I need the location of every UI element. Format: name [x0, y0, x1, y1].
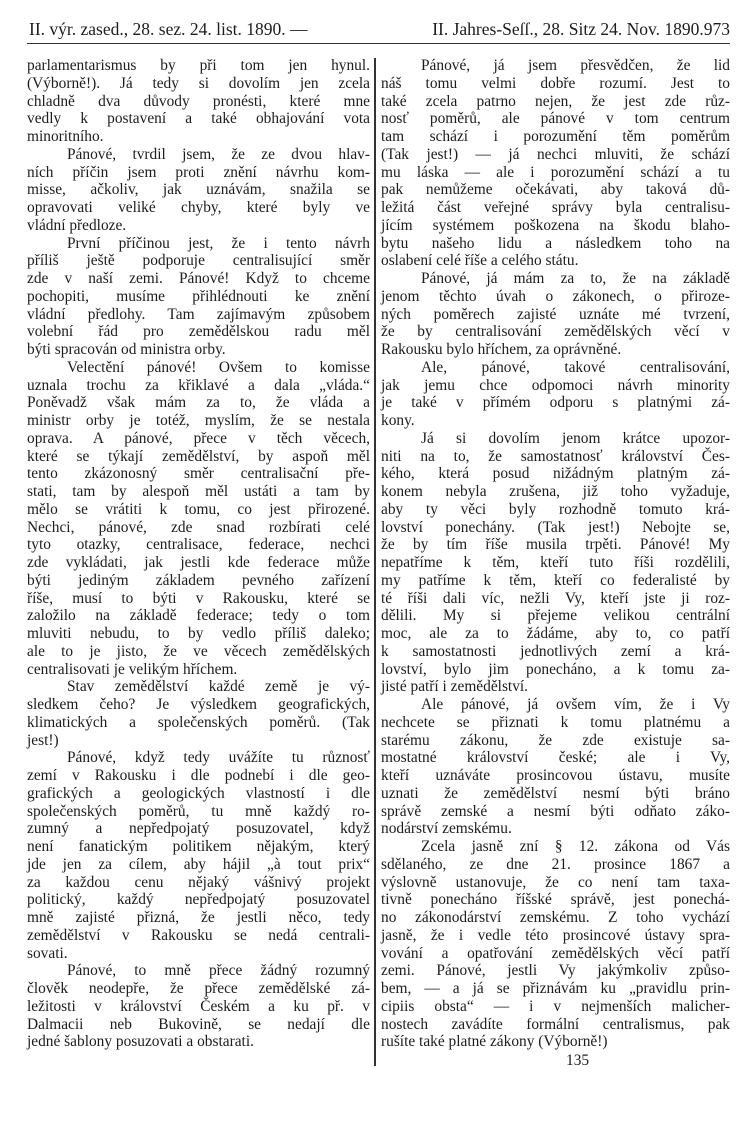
text-line: no zákonodárství zemskému. Z toho vychází: [381, 909, 730, 926]
text-line: kého, která posud nižádným platným zá-: [381, 465, 730, 483]
paragraph: [27, 749, 370, 962]
text-line: politický, každý nepředpojatý posuzovatel: [27, 891, 370, 909]
text-line: Nechci, pánové, zde snad rozbírati celé: [27, 518, 370, 536]
text-line: ních příčin jsem proti znění návrhu kom-: [27, 163, 370, 181]
paragraph: [27, 359, 370, 679]
text-line: společenských poměrů, tu mně každý ro-: [27, 802, 370, 820]
text-line: niti na to, že samostatnosť království Čes-: [381, 447, 730, 465]
paragraph: [27, 146, 370, 235]
text-line: nodárství zemskému.: [381, 820, 512, 838]
text-line: konem nebyla zrušena, již toho vyžaduje,: [381, 483, 730, 500]
text-line: k samostatnosti jednotlivých zemí a krá-: [381, 642, 730, 660]
text-line: správě zemské a nesmí býti odňato záko-: [381, 802, 730, 820]
text-line: misse, ačkoliv, jak uznávám, snažila se: [27, 181, 370, 199]
text-line: sovati.: [27, 944, 68, 962]
text-line: Velectění pánové! Ovšem to komisse: [67, 358, 370, 376]
text-line: člověk neodepře, že přece zemědělské zá-: [27, 980, 370, 997]
signature-mark: 135: [566, 1052, 590, 1069]
text-line: že by tím říše musila trpěti. Pánové! My: [381, 536, 730, 554]
text-line: jasně, že i vedle této prosincové ústavy spra-: [381, 926, 730, 944]
text-line: Ale, pánové, takové centralisování,: [421, 358, 730, 376]
text-line: zde v naší zemi. Pánové! Když to chceme: [27, 270, 370, 287]
text-line: Já si dovolím jenom krátce upozor-: [421, 429, 730, 447]
text-line: výslovně ustanovuje, že co není tam taxa-: [381, 873, 730, 891]
text-line: nostech zavádíte formální centralismus, pak: [381, 1015, 730, 1033]
text-line: zde vykládati, jak jestli kde federace může: [27, 554, 370, 571]
text-line: (Výborně!). Já tedy si dovolím jen zcela: [27, 74, 370, 92]
text-line: založilo na základě federace; tedy o tom: [27, 607, 370, 625]
page-number: 973: [703, 19, 730, 39]
text-line: oslabení celé říše a celého státu.: [381, 252, 579, 270]
text-line: jenom těchto úvah o zákonech, o přiroze-: [381, 287, 730, 305]
paragraph: [27, 678, 370, 749]
text-line: Pánové, já mám za to, že na základě: [421, 270, 730, 287]
text-line: Zcela jasně zní § 12. zákona od Vás: [421, 838, 730, 855]
text-line: ale to je jisto, že ve věcech zemědělských: [27, 642, 370, 660]
text-line: bytu našeho lidu a následkem toho na: [381, 234, 730, 252]
text-line: Poněvadž však mám za to, že vláda a: [27, 394, 370, 412]
paragraph: [381, 430, 730, 696]
paragraph: [381, 696, 730, 838]
text-line: jest!): [27, 731, 59, 749]
text-line: ministr orby je totéž, myslím, že se nestala: [27, 412, 370, 429]
text-line: První příčinou jest, že i tento návrh: [67, 234, 370, 252]
text-line: rušíte také platné zákony (Výborně!): [381, 1033, 608, 1051]
text-line: tam schází i porozumění těm poměrům: [381, 128, 730, 145]
text-line: (Tak jest!) — já nechci mluviti, že schází: [381, 145, 730, 163]
text-line: lovství, bylo jim ponecháno, a k tomu za-: [381, 660, 730, 678]
text-line: zemědělství v Rakousku se nedá centrali-: [27, 926, 370, 944]
text-line: pak nemůžeme očekávati, aby taková dů-: [381, 181, 730, 199]
text-line: té říši dali víc, nežli Vy, kteří jste ji roz-: [381, 589, 730, 607]
text-line: mělo se vrátiti k tomu, co jest přirozené.: [27, 500, 370, 518]
text-line: Stav zemědělství každé země je vý-: [67, 678, 370, 696]
text-line: uznati že zemědělství nesmí býti bráno: [381, 784, 730, 802]
paragraph: [27, 57, 370, 146]
text-line: býti spracován od ministra orby.: [27, 341, 226, 358]
text-line: volební řád pro zemědělskou radu měl: [27, 323, 370, 341]
text-line: jisté patří i zemědělství.: [381, 678, 529, 696]
text-line: mostatné království české; ale i Vy,: [381, 749, 730, 767]
text-line: opravovati veliké chyby, které byly ve: [27, 199, 370, 216]
text-line: zumný a nepředpojatý posuzovatel, když: [27, 820, 370, 838]
text-line: Rakousku bylo hříchem, za oprávněné.: [381, 341, 622, 358]
text-line: býti jediným základem pevného zařízení: [27, 571, 370, 589]
right-column: [381, 57, 730, 1051]
text-line: vování a opatřování zemědělských věcí patří: [381, 944, 730, 962]
paragraph: [381, 57, 730, 270]
text-line: uznala trochu za křiklavé a dala „vláda.“: [27, 376, 370, 394]
column-divider: [374, 58, 376, 1066]
text-line: které se týkají zemědělství, by aspoň měl: [27, 447, 370, 465]
text-line: minoritního.: [27, 128, 104, 145]
text-line: Pánové, já jsem přesvědčen, že lid: [421, 57, 730, 74]
text-line: stati, tam by alespoň měl ustáti a tam by: [27, 483, 370, 500]
text-line: náš tomu velmi dobře rozumí. Jest to: [381, 74, 730, 92]
text-line: kteří uznáváte prosincovou ústavu, musíte: [381, 767, 730, 784]
text-line: cipiis obsta“ — i v nejmenších malicher-: [381, 997, 730, 1015]
text-line: zemí v Rakousku i dle podnebí i dle geo-: [27, 767, 370, 784]
text-line: jde jen za cílem, aby hájil „à tout prix“: [27, 855, 370, 873]
text-line: sdělaného, ze dne 21. prosince 1867 a: [381, 855, 730, 873]
text-line: že by centralisování zemědělských věcí v: [381, 323, 730, 341]
paragraph: [27, 962, 370, 1051]
text-line: lovství ponechány. (Tak jest!) Nebojte se,: [381, 518, 730, 536]
text-line: Pánové, to mně přece žádný rozumný: [67, 962, 370, 980]
text-line: tivně ponecháno říšské správě, jest ponechá-: [381, 891, 730, 909]
text-line: grafických a geologických vlastností i dle: [27, 784, 370, 802]
header-czech: II. výr. zased., 28. sez. 24. list. 1890. —: [29, 19, 308, 39]
text-line: jedné šablony posuzovati a obstarati.: [27, 1033, 254, 1051]
text-line: Pánové, tvrdil jsem, že ze dvou hlav-: [67, 145, 370, 163]
text-line: vedly k postavení a také obhajování vota: [27, 110, 370, 128]
text-line: vládní předlohy. Tam zajímavým způsobem: [27, 305, 370, 323]
text-line: je také v přímém odporu s platnými zá-: [381, 394, 730, 412]
text-line: dělili. My si přejeme velikou centrální: [381, 607, 730, 625]
text-line: aby ty věci byly rozhodně tomuto krá-: [381, 500, 730, 518]
text-line: Dalmacii neb Bukovině, se nedají dle: [27, 1015, 370, 1033]
text-line: nechcete se přiznati k tomu platnému a: [381, 713, 730, 731]
text-line: pochopiti, musíme přihlédnouti ke znění: [27, 287, 370, 305]
text-line: bem, — a já se přiznávám ku „pravidlu prin-: [381, 980, 730, 997]
text-line: Pánové, když tedy uvážíte tu různosť: [67, 749, 370, 767]
text-line: kony.: [381, 412, 415, 429]
text-line: ležitosti v království Českém a ku př. v: [27, 997, 370, 1015]
text-line: také zcela patrno nejen, že jest zde růz-: [381, 92, 730, 110]
text-line: my patříme k těm, kteří co federalisté by: [381, 571, 730, 589]
text-line: starému zákonu, že zde existuje sa-: [381, 731, 730, 749]
text-line: klimatických a společenských poměrů. (Tak: [27, 713, 370, 731]
text-line: centralisovati je velikým hříchem.: [27, 660, 238, 678]
text-line: mluviti nebudu, to by vedlo příliš daleko;: [27, 625, 370, 642]
header-german: II. Jahres-Seſſ., 28. Sitz 24. Nov. 1890.: [432, 19, 704, 39]
paragraph: [381, 270, 730, 359]
left-column: [27, 57, 370, 1051]
text-line: sledkem čeho? Je výsledkem geografických,: [27, 696, 370, 713]
text-line: nosť poměrů, ale pánové v tom centrum: [381, 110, 730, 128]
text-line: není fanatickým politikem nějakým, který: [27, 838, 370, 855]
text-line: ležitá část veřejné správy byla centralisu-: [381, 199, 730, 216]
text-line: tyto otazky, centralisace, federace, nechci: [27, 536, 370, 554]
paragraph: [27, 235, 370, 359]
text-line: vládní předloze.: [27, 216, 127, 234]
paragraph: [381, 838, 730, 1051]
text-line: říše, musí to býti v Rakousku, které se: [27, 589, 370, 607]
text-line: Ale pánové, já ovšem vím, že i Vy: [421, 696, 730, 713]
text-line: příliš ještě podporuje centralisující směr: [27, 252, 370, 270]
text-line: mu láska — ale i porozumění schází a tu: [381, 163, 730, 181]
text-line: nepatříme k těm, kteří tuto říši rozdělili,: [381, 554, 730, 571]
text-line: jak jemu chce odpomoci návrh minority: [381, 376, 730, 394]
text-line: oprava. A pánové, přece v těch věcech,: [27, 429, 370, 447]
text-line: ných poměrech zajisté uznáte mé tvrzení,: [381, 305, 730, 323]
text-line: tento zkázonosný směr centralisační pře-: [27, 465, 370, 483]
text-line: moc, ale za to žádáme, aby to, co patří: [381, 625, 730, 642]
paragraph: [381, 359, 730, 430]
text-line: za každou cenu nějaký vášnivý projekt: [27, 873, 370, 891]
running-header: [27, 12, 730, 44]
text-line: mně zajisté přizná, že jestli něco, tedy: [27, 909, 370, 926]
text-line: jícím systémem poškozena na škodu blaho-: [381, 216, 730, 234]
text-line: chladně dva důvody pronésti, které mne: [27, 92, 370, 110]
text-line: parlamentarismus by při tom jen hynul.: [27, 57, 370, 74]
text-line: zemi. Pánové, jestli Vy jakýmkoliv způso-: [381, 962, 730, 980]
